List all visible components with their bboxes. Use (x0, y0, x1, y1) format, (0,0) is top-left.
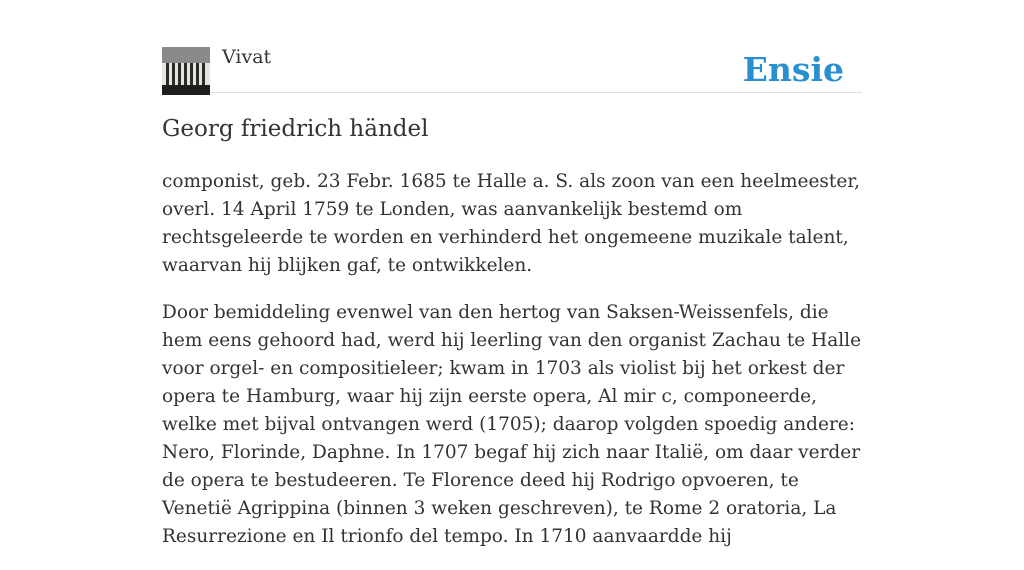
author-avatar[interactable] (162, 47, 210, 95)
author-name[interactable]: Vivat (222, 46, 272, 68)
page-container (162, 0, 862, 547)
header (162, 0, 862, 93)
article-paragraph: Door bemiddeling evenwel van den hertog van Saksen-Weissenfels, die hem eens gehoord had, werd hij leerling van den organist Zachau te Halle voor orgel- en compositieleer; kwam in 1703 als violist bij het orkest der opera te Hamburg, waar hij zijn eerste opera, Al mir c, componeerde, welke met bijval ontvangen werd (1705); daarop volgden spoedig andere: Nero, Florinde, Daphne. In 1707 begaf hij zich naar Italië, om daar verder de opera te bestudeeren. Te Florence deed hij Rodrigo opvoeren, te Venetië Agrippina (binnen 3 weken geschreven), te Rome 2 oratoria, La Resurrezione en Il trionfo del tempo. In 1710 aanvaardde hij (162, 302, 862, 547)
article-paragraph: componist, geb. 23 Febr. 1685 te Halle a. S. als zoon van een heelmeester, overl. 14 April 1759 te Londen, was aanvankelijk bestemd om rechtsgeleerde te worden en verhinderd het ongemeene muzikale talent, waarvan hij blijken gaf, te ontwikkelen. (162, 171, 861, 276)
article-title: Georg friedrich händel (162, 116, 429, 142)
article-body (162, 168, 862, 570)
piano-keys-icon (162, 47, 210, 95)
brand-logo[interactable]: Ensie (742, 50, 844, 89)
